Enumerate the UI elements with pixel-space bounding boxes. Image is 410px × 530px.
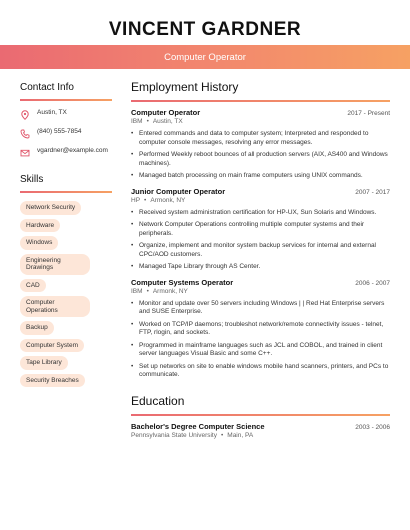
contact-phone: [20, 128, 112, 139]
candidate-name: VINCENT GARDNER: [108, 19, 302, 40]
job-bullets: [131, 130, 390, 181]
separator-dot: •: [146, 118, 149, 125]
job-bullet: • Organize, implement and monitor system backup services for internal and external CPC/AOD customers.: [131, 242, 390, 259]
job-location: Armonk, NY: [150, 196, 186, 204]
job-location: Armonk, NY: [152, 287, 188, 295]
job-company: HP: [131, 196, 141, 204]
main-content: [131, 80, 390, 439]
contact-phone-text: (840) 555-7854: [37, 128, 82, 135]
skill-tag: Backup: [20, 321, 54, 335]
job-bullets: [131, 209, 390, 272]
separator-dot: •: [221, 431, 224, 439]
location-pin-icon: [20, 110, 30, 120]
job-entry: [131, 108, 390, 181]
skill-tag: Tape Library: [20, 356, 68, 370]
job-company: IBM: [131, 118, 143, 125]
contact-email-text[interactable]: vgardner@example.com: [37, 147, 108, 154]
job-bullet: • Entered commands and data to computer system; Interpreted and responded to computer console messages, resolving any error messages.: [131, 130, 390, 147]
skill-tag: Hardware: [20, 219, 60, 233]
job-entry: [131, 187, 390, 272]
job-bullet: • Programmed in mainframe languages such as JCL and COBOL, and trained in client server languages Visual Basic and some C++.: [131, 342, 390, 359]
section-divider: [131, 414, 390, 416]
school-name: Pennsylvania State University: [131, 431, 217, 439]
employment-section: [131, 80, 390, 380]
skill-tag: Network Security: [20, 201, 81, 215]
employment-heading: Employment History: [131, 80, 239, 94]
skill-tag: Computer System: [20, 339, 84, 353]
sidebar: [20, 82, 112, 391]
job-bullet: • Network Computer Operations controlling multiple computer systems and their peripherals.: [131, 221, 390, 238]
job-title: Junior Computer Operator: [131, 186, 226, 196]
job-entry: [131, 278, 390, 380]
skills-heading: Skills: [20, 174, 44, 185]
section-divider: [131, 100, 390, 102]
contact-section: [20, 82, 112, 158]
skill-tag: Computer Operations: [20, 296, 90, 317]
job-bullet: • Performed Weekly reboot bounces of all production servers (AIX, AS400 and Windows machines).: [131, 151, 390, 168]
job-location: Austin, TX: [152, 118, 183, 125]
job-dates: 2006 - 2007: [355, 279, 390, 287]
job-meta: [131, 197, 390, 204]
role-title: Computer Operator: [164, 51, 246, 63]
role-banner: [0, 45, 410, 69]
job-meta: [131, 288, 390, 295]
job-bullet: • Managed batch processing on main frame computers using UNIX commands.: [131, 172, 390, 181]
contact-heading: Contact Info: [20, 82, 74, 93]
job-dates: 2007 - 2017: [355, 188, 390, 196]
job-title: Computer Systems Operator: [131, 277, 234, 287]
contact-location: [20, 109, 112, 120]
email-icon: [20, 148, 30, 158]
separator-dot: •: [144, 196, 147, 204]
job-bullet: • Managed Tape Library through AS Center.: [131, 263, 390, 272]
school-location: Main, PA: [227, 431, 254, 439]
job-bullet: • Set up networks on site to enable windows mobile hand scanners, printers, and PCs to communicate.: [131, 363, 390, 380]
job-meta: [131, 118, 390, 125]
skill-tag: CAD: [20, 279, 46, 293]
education-heading: Education: [131, 393, 185, 408]
education-section: [131, 394, 390, 439]
skill-tag: Windows: [20, 236, 58, 250]
skill-tag: Security Breaches: [20, 374, 85, 388]
contact-location-text: Austin, TX: [37, 109, 67, 116]
section-divider: [20, 99, 112, 101]
separator-dot: •: [146, 287, 149, 295]
education-entry: [131, 422, 390, 439]
skills-section: [20, 174, 112, 391]
job-bullet: • Worked on TCP/IP daemons; troubleshot network/remote connectivity issues - telnet, FTP, rlogin, and sockets.: [131, 321, 390, 338]
degree-title: Bachelor's Degree Computer Science: [131, 421, 265, 431]
job-bullet: • Monitor and update over 50 servers including Windows | | Red Hat Enterprise servers and SUSE Enterprise.: [131, 300, 390, 317]
job-bullets: [131, 300, 390, 380]
skill-tag: Engineering Drawings: [20, 254, 90, 275]
skills-list: [20, 201, 112, 391]
phone-icon: [20, 129, 30, 139]
education-dates: 2003 - 2006: [355, 423, 390, 431]
contact-email[interactable]: [20, 147, 112, 158]
section-divider: [20, 191, 112, 193]
job-company: IBM: [131, 287, 143, 295]
job-title: Computer Operator: [131, 108, 201, 117]
job-bullet: • Received system administration certification for HP-UX, Sun Solaris and Windows.: [131, 209, 390, 218]
job-dates: 2017 - Present: [347, 110, 390, 117]
education-meta: [131, 432, 390, 439]
